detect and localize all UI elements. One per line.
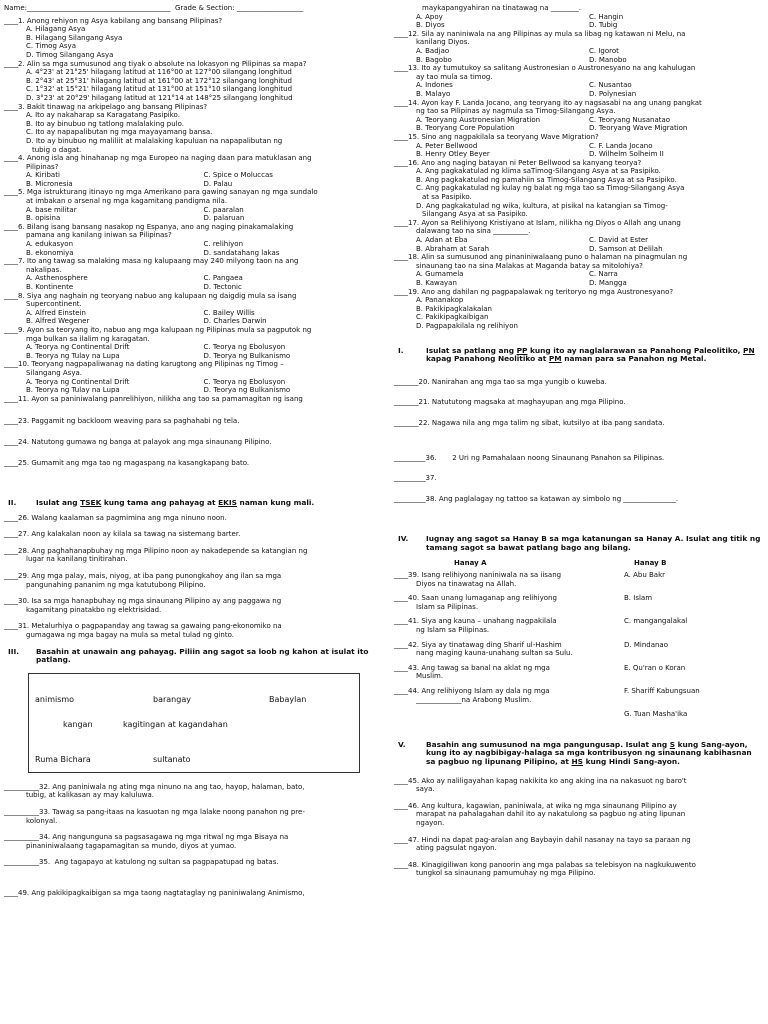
choice-option: B. Diyos xyxy=(416,21,445,30)
question-line: ____26. Walang kaalaman sa pagmimina ang mga ninuno noon. xyxy=(4,513,227,522)
hanay-b-item: C. mangangalakal xyxy=(624,617,688,626)
question-line: tubig o dagat. xyxy=(32,145,82,154)
choice-row xyxy=(4,180,381,189)
question-line: ____44. Ang relihiyong Islam ay dala ng mga xyxy=(394,687,550,696)
right-column xyxy=(394,4,762,886)
question-line: at sa Pasipiko. xyxy=(422,193,472,202)
question-item xyxy=(394,836,762,853)
section1-items-continued xyxy=(4,417,381,467)
question-item xyxy=(394,861,762,878)
choice-row xyxy=(394,13,762,22)
question-line: Silangang Asya. xyxy=(26,368,82,377)
choice-option: C. Teorya ng Ebolusyon xyxy=(203,343,286,352)
choice-row xyxy=(394,270,762,279)
question-line: B. Ito ay binubuo ng tatlong malalaking pulo. xyxy=(26,119,184,128)
choice-option: C. Teorya ng Ebolusyon xyxy=(203,377,286,386)
choice-option: B. Malayo xyxy=(416,89,451,98)
hanay-b-item: G. Tuan Masha'ika xyxy=(624,710,688,719)
hanay-a-item xyxy=(394,571,594,588)
matching-headers xyxy=(394,559,762,568)
matching-row xyxy=(394,571,762,588)
choice-option: B. Abraham at Sarah xyxy=(416,244,490,253)
section4-instruction: Iugnay ang sagot sa Hanay B sa mga katanungan sa Hanay A. Isulat ang titik ng tamang sagot sa bawat patlang bago ang bilang. xyxy=(426,534,761,552)
question-line: ____48. Kinagigiliwan kong panoorin ang mga palabas sa telebisyon na nagkukuwento xyxy=(394,860,696,869)
question-line: B. Pakikipagkalakalan xyxy=(416,304,492,313)
choice-option: C. relihiyon xyxy=(203,240,244,249)
choice-option: D. Samson at Delilah xyxy=(589,244,663,253)
hanay-a-item xyxy=(394,687,594,704)
section5-number: V. xyxy=(398,739,406,749)
choice-option: B. ekonomiya xyxy=(26,248,74,257)
hanay-a-item xyxy=(394,617,594,634)
question-line: ____5. Mga istrukturang itinayo ng mga Amerikano para gawing sanayan ng mga sundalo xyxy=(4,188,318,197)
question-line: _____________na Arabong Muslim. xyxy=(416,695,532,704)
question-line: nang maging kauna-unahang sultan sa Sulu. xyxy=(416,649,573,658)
choice-option: D. sandatahang lakas xyxy=(203,248,280,257)
choice-option: A. Adan at Eba xyxy=(416,236,468,245)
choice-option: B. Henry Otley Beyer xyxy=(416,150,490,159)
question-item: ____25. Gumamit ang mga tao ng magaspang na kasangkapang bato. xyxy=(4,458,250,467)
question-line: pinaniniwalaang tagapamagitan sa mundo, diyos at yumao. xyxy=(26,841,237,850)
choice-option: B. Alfred Wegener xyxy=(26,317,90,326)
question-line: __________34. Ang nangunguna sa pagsasagawa ng mga ritwal ng mga Bisaya na xyxy=(4,833,289,842)
hanay-b-header: Hanay B xyxy=(634,558,667,567)
question-line: sinaunang tao na sina Malakas at Maganda batay sa mitolohiya? xyxy=(416,261,643,270)
question-line: ____29. Ang mga palay, mais, niyog, at iba pang punongkahoy ang ilan sa mga xyxy=(4,572,282,581)
question-line: ____41. Siya ang kauna – unahang nagpakilala xyxy=(394,617,557,626)
choice-option: A. Teoryang Austronesian Migration xyxy=(416,115,541,124)
matching-table xyxy=(394,571,762,719)
question-item xyxy=(4,514,381,523)
section2-number: II. xyxy=(8,498,17,508)
choice-option: B. Bagobo xyxy=(416,55,452,64)
choice-option: B. Teorya ng Tulay na Lupa xyxy=(26,351,120,360)
choice-row xyxy=(4,206,381,215)
choice-option: D. Tectonic xyxy=(203,283,242,291)
hanay-a-item xyxy=(394,664,594,681)
choice-option: C. Nusantao xyxy=(589,81,632,90)
question-line: ngayon. xyxy=(416,818,445,827)
choice-row xyxy=(394,150,762,159)
question-item: _________38. Ang paglalagay ng tattoo sa katawan ay simbolo ng _______________. xyxy=(394,494,679,503)
question-line: gumagawa ng mga bagay na mula sa metal tulad ng ginto. xyxy=(26,631,234,640)
choice-option: D. Teorya ng Bulkanismo xyxy=(203,351,291,360)
choice-option: D. Polynesian xyxy=(589,89,637,98)
section3-items xyxy=(4,783,381,867)
question-line: ____39. Isang relihiyong naniniwala na sa iisang xyxy=(394,571,562,580)
choice-option: C. Igorot xyxy=(589,46,619,55)
section1-instruction: Isulat sa patlang ang PP kung ito ay naglalarawan sa Panahong Paleolitiko, PN kapag Panahong Neolitiko at PM naman para sa Panahon ng Metal. xyxy=(426,345,755,364)
question-line: tungkol sa sinaunang pamumuhay ng mga Pilipino. xyxy=(416,869,596,878)
word-bank-item: kangan xyxy=(63,719,93,729)
question-line: __________33. Tawag sa pang-itaas na kasuotan ng mga lalake noong panahon ng pre- xyxy=(4,808,305,816)
question-item: _______20. Nanirahan ang mga tao sa mga yungib o kuweba. xyxy=(394,377,607,386)
question-item: _________36. 2 Uri ng Pamahalaan noong Sinaunang Panahon sa Pilipinas. xyxy=(394,453,665,462)
section2-items xyxy=(4,514,381,640)
question-line: D. 3°23' at 20°29' hilagang latitud at 121°14 at 148°25 silangang longhitud xyxy=(26,93,293,102)
left-column xyxy=(4,4,381,898)
section5-items xyxy=(394,777,762,878)
question-line: B. Hilagang Silangang Asya xyxy=(26,33,123,42)
question-item xyxy=(4,858,381,867)
question-line: Muslim. xyxy=(416,672,444,681)
choice-option: A. Indones xyxy=(416,81,453,90)
question-line: __________32. Ang paniniwala ng ating mga ninuno na ang tao, hayop, halaman, bato, xyxy=(4,782,305,791)
question-line: ng Islam sa Pilipinas. xyxy=(416,626,490,635)
word-bank-item: animismo xyxy=(35,694,75,704)
question-item xyxy=(4,530,381,539)
choice-option: C. Narra xyxy=(589,270,618,279)
question-line: A. Hilagang Asya xyxy=(26,25,86,34)
choice-option: D. Teorya ng Bulkanismo xyxy=(203,386,291,395)
choice-option: C. David at Ester xyxy=(589,236,649,245)
question-line: ____9. Ayon sa teoryang ito, nabuo ang mga kalupaan ng Pilipinas mula sa pagputok ng xyxy=(4,325,312,334)
question-line: Silangang Asya at sa Pasipiko. xyxy=(422,210,528,219)
question-line: D. Pagpapakilala ng relihiyon xyxy=(416,321,518,330)
question-line: B. Ang pagkakatulad ng pamahiin sa Timog-Silangang Asya at sa Pasipiko. xyxy=(416,175,677,184)
choice-row xyxy=(4,386,381,395)
hanay-b-item: F. Shariff Kabungsuan xyxy=(624,687,700,696)
multiple-choice-list-right xyxy=(394,4,762,331)
section3-instruction: Basahin at unawain ang pahayag. Piliin ang sagot sa loob ng kahon at isulat ito patlang. xyxy=(36,646,369,665)
hanay-a-item xyxy=(394,710,594,719)
word-bank-box xyxy=(28,673,360,773)
question-item xyxy=(4,622,381,639)
question-item xyxy=(4,808,381,825)
choice-option: C. Hangin xyxy=(589,12,624,21)
choice-option: D. Tubig xyxy=(589,21,618,30)
choice-option: A. Badjao xyxy=(416,46,450,55)
question-line: ating pagsulat ngayon. xyxy=(416,844,497,853)
choice-row xyxy=(394,124,762,133)
choice-row xyxy=(394,56,762,65)
question-line: ____14. Ayon kay F. Landa Jocano, ang teoryang ito ay nagsasabi na ang unang pangkat xyxy=(394,98,702,107)
question-line: A. Ang pagkakatulad ng klima saTimog-Silangang Asya at sa Pasipiko. xyxy=(416,167,661,176)
question-item xyxy=(4,572,381,589)
matching-row xyxy=(394,687,762,704)
word-bank-item: Ruma Bichara xyxy=(35,754,91,764)
name-line xyxy=(4,4,381,13)
choice-row xyxy=(394,245,762,254)
question-line: ____30. Isa sa mga hanapbuhay ng mga sinaunang Pilipino ay ang paggawa ng xyxy=(4,597,282,606)
choice-option: D. Manobo xyxy=(589,55,627,64)
section1-items xyxy=(394,378,762,428)
choice-option: B. Teorya ng Tulay na Lupa xyxy=(26,386,120,395)
question-line: A. Pananakop xyxy=(416,296,464,305)
question-line: ____18. Alin sa sumusunod ang pinaniniwalaang puno o halaman na pinagmulan ng xyxy=(394,253,688,262)
choice-row xyxy=(4,378,381,387)
section2-instruction: Isulat ang TSEK kung tama ang pahayag at EKIS naman kung mali. xyxy=(36,498,315,508)
word-bank-item: sultanato xyxy=(153,754,191,764)
question-line: ____3. Bakit tinawag na arkipelago ang bansang Pilipinas? xyxy=(4,102,208,111)
word-bank-item: barangay xyxy=(153,694,191,704)
question-line: lugar na kanilang tinitirahan. xyxy=(26,555,128,564)
question-line: marapat na pahalagahan dahil ito ay nakatulong sa pagbuo ng ating lipunan xyxy=(416,810,686,819)
choice-option: C. Spice o Moluccas xyxy=(203,171,273,180)
question-line: ____46. Ang kultura, kagawian, paniniwala, at wika ng mga sinaunang Pilipino ay xyxy=(394,801,677,810)
hanay-b-item: A. Abu Bakr xyxy=(624,571,666,580)
question-line: D. Ito ay binubuo ng maliliit at malalaking kapuluan na napapalibutan ng xyxy=(26,136,283,145)
choice-row xyxy=(4,240,381,249)
choice-row xyxy=(4,317,381,326)
choice-option: B. opisina xyxy=(26,214,61,223)
choice-option: A. Peter Bellwood xyxy=(416,141,478,150)
word-bank-item: kagitingan at kagandahan xyxy=(123,719,228,729)
choice-row xyxy=(394,47,762,56)
question-line: ____10. Teoryang nagpapaliwanag na dating karugtong ang Pilipinas ng Timog – xyxy=(4,360,284,369)
choice-option: C. F. Landa Jocano xyxy=(589,141,653,150)
question-line: kolonyal. xyxy=(26,816,58,825)
question-line: Pilipinas? xyxy=(26,162,59,171)
hanay-b-item: D. Mindanao xyxy=(624,640,669,649)
choice-option: C. Teoryang Nusanatao xyxy=(589,115,671,124)
question-line: C. 1°32' at 15°21' hilagang latitud at 131°00 at 151°10 silangang longhitud xyxy=(26,85,293,94)
choice-row xyxy=(4,171,381,180)
choice-option: A. Alfred Einstein xyxy=(26,308,86,317)
section4-number: IV. xyxy=(398,534,409,544)
question-line: D. Timog Silangang Asya xyxy=(26,50,114,59)
choice-option: D. Charles Darwin xyxy=(203,317,267,326)
choice-row xyxy=(4,343,381,352)
question-line: ____31. Metalurhiya o pagpapanday ang tawag sa gawaing pang-ekonomiko na xyxy=(4,622,282,631)
question-item xyxy=(4,833,381,850)
question-line: ____12. Sila ay naniniwala na ang Pilipinas ay mula sa libag ng katawan ni Melu, na xyxy=(394,29,686,38)
question-line: Supercontinent. xyxy=(26,300,82,309)
choice-option: B. Teoryang Core Population xyxy=(416,124,515,133)
choice-option: D. Wilhelm Solheim II xyxy=(589,150,664,159)
question-line: A. Ito ay nakaharap sa Karagatang Pasipiko. xyxy=(26,111,180,120)
question-line: ____45. Ako ay naliligayahan kapag nakikita ko ang aking ina na nakasuot ng baro't xyxy=(394,776,687,785)
question-line: mga bulkan sa ilalim ng karagatan. xyxy=(26,334,150,343)
choice-row xyxy=(4,274,381,283)
question-line: ____42. Siya ay tinatawag ding Sharif ul-Hashim xyxy=(394,640,562,649)
question-line: __________35. Ang tagapayo at katulong ng sultan sa pagpapatupad ng batas. xyxy=(4,858,279,867)
question-line: ____7. Ito ang tawag sa malaking masa ng kalupaang may 240 milyong taon na ang xyxy=(4,257,299,266)
word-bank-item: Babaylan xyxy=(269,694,307,704)
question-line: pamana ang kanilang iniwan sa Pilipinas? xyxy=(26,231,172,240)
question-line: C. Timog Asya xyxy=(26,42,76,51)
choice-option: B. Micronesia xyxy=(26,179,73,188)
choice-option: A. Kiribati xyxy=(26,171,60,180)
section1-number: I. xyxy=(398,345,404,355)
choice-option: A. Asthenosphere xyxy=(26,274,88,283)
question-item xyxy=(4,597,381,614)
question-item xyxy=(4,783,381,800)
choice-row xyxy=(394,142,762,151)
question-line: saya. xyxy=(416,785,435,794)
question-line: ____15. Sino ang nagpakilala sa teoryang Wave Migration? xyxy=(394,132,599,141)
question-line: ____11. Ayon sa paniniwalang panrelihiyon, nilikha ang tao sa pamamagitan ng isang xyxy=(4,394,303,403)
hanay-a-header: Hanay A xyxy=(454,558,487,567)
question-item xyxy=(4,547,381,564)
question-line: ____17. Ayon sa Relihiyong Kristiyano at Islam, nilikha ng Diyos o Allah ang unang xyxy=(394,218,681,227)
question-line: ____2. Alin sa mga sumusunod ang tiyak o absolute na lokasyon ng Pilipinas sa mapa? xyxy=(4,59,307,68)
question-line: ____43. Ang tawag sa banal na aklat ng mga xyxy=(394,663,550,672)
matching-row xyxy=(394,617,762,634)
choice-option: A. Apoy xyxy=(416,12,443,21)
choice-row xyxy=(394,21,762,30)
matching-row xyxy=(394,641,762,658)
hanay-a-item xyxy=(394,641,594,658)
choice-option: C. Bailey Willis xyxy=(203,308,255,317)
section2-heading xyxy=(4,499,381,508)
section5-instruction: Basahin ang sumusunod na mga pangungusap. Isulat ang S kung Sang-ayon, kung ito ay nagbibigay-halaga sa mga kontribusyon ng sinaunang kabihasnan sa pagbuo ng lipunang Pilipino, at HS kung Hindi Sang-ayon. xyxy=(426,739,752,766)
choice-option: B. Kawayan xyxy=(416,279,457,287)
section3-heading xyxy=(4,648,381,665)
question-line: A. 4°23' at 21°25' hilagang latitud at 116°00 at 127°00 silangang longhitud xyxy=(26,68,292,77)
question-line: ____27. Ang kalakalan noon ay kilala sa tawag na sistemang barter. xyxy=(4,530,241,539)
choice-option: D. palaruan xyxy=(203,214,245,223)
section4-heading xyxy=(394,535,762,552)
question-line: kanilang Diyos. xyxy=(416,38,470,47)
choice-row xyxy=(394,90,762,99)
question-line: C. Pakikipagkaibigan xyxy=(416,313,489,322)
question-item: ____23. Paggamit ng backloom weaving para sa paghahabi ng tela. xyxy=(4,417,240,426)
section5-heading xyxy=(394,741,762,767)
question-line: Islam sa Pilipinas. xyxy=(416,602,479,611)
choice-option: A. Gumamela xyxy=(416,270,464,279)
choice-option: B. Kontinente xyxy=(26,283,74,291)
question-item: _______21. Natututong magsaka at maghayupan ang mga Pilipino. xyxy=(394,398,626,407)
choice-option: A. base militar xyxy=(26,205,77,214)
section3-items-continued xyxy=(394,454,762,504)
choice-option: D. Palau xyxy=(203,179,233,188)
choice-option: A. Teorya ng Continental Drift xyxy=(26,377,130,386)
hanay-a-item xyxy=(394,594,594,611)
question-line: C. Ang pagkakatulad ng kulay ng balat ng mga tao sa Timog-Silangang Asya xyxy=(416,184,685,193)
question-line: C. Ito ay napapalibutan ng mga mayayamang bansa. xyxy=(26,128,213,137)
question-49: ____49. Ang pakikipagkaibigan sa mga taong nagtataglay ng paniniwalang Animismo, xyxy=(4,888,305,897)
section3-number: III. xyxy=(8,646,20,656)
choice-row xyxy=(394,279,762,288)
question-line: D. Ang pagkakatulad ng wika, kultura, at pisikal na katangian sa Timog- xyxy=(416,201,668,210)
question-line: ____16. Ano ang naging batayan ni Peter Bellwood sa kanyang teorya? xyxy=(394,158,642,167)
question-line: dalawang tao na sina __________. xyxy=(416,227,531,236)
choice-row xyxy=(394,81,762,90)
choice-row xyxy=(4,309,381,318)
question-line: nakalipas. xyxy=(26,265,62,274)
question-line: ____8. Siya ang naghain ng teoryang nabuo ang kalupaan ng daigdig mula sa isang xyxy=(4,291,297,300)
question-item xyxy=(394,777,762,794)
question-line: maykapangyahiran na tinatawag na ________. xyxy=(422,4,581,12)
question-line: ____4. Anong isla ang hinahanap ng mga Europeo na naging daan para matuklasan ang xyxy=(4,154,312,163)
matching-row xyxy=(394,664,762,681)
question-line: ____28. Ang paghahanapbuhay ng mga Pilipino noon ay nakadepende sa katangian ng xyxy=(4,546,308,555)
choice-row xyxy=(4,249,381,258)
choice-option: C. paaralan xyxy=(203,205,244,214)
question-line: B. 2°43' at 25°31' hilagang latitud at 161°00 at 172°12 silangang longhitud xyxy=(26,76,292,85)
choice-row xyxy=(4,214,381,223)
hanay-b-item: E. Qu'ran o Koran xyxy=(624,663,686,672)
choice-option: D. Teoryang Wave Migration xyxy=(589,124,688,133)
question-line: pangunahing pananim ng mga katutubong Pilipino. xyxy=(26,580,206,589)
question-line: ____6. Bilang isang bansang nasakop ng Espanya, ano ang naging pinakamalaking xyxy=(4,222,294,231)
question-item: ____24. Natutong gumawa ng banga at palayok ang mga sinaunang Pilipino. xyxy=(4,437,272,446)
question-item: _______22. Nagawa nila ang mga talim ng sibat, kutsilyo at iba pang sandata. xyxy=(394,418,665,427)
choice-option: C. Pangaea xyxy=(203,274,243,283)
choice-option: A. edukasyon xyxy=(26,240,74,249)
choice-row xyxy=(4,283,381,292)
choice-option: A. Teorya ng Continental Drift xyxy=(26,343,130,352)
name-label: Name:_________________________________________ xyxy=(4,4,171,12)
grade-section-label: Grade & Section: ___________________ xyxy=(174,4,304,12)
section1-heading xyxy=(394,347,762,364)
choice-row xyxy=(394,236,762,245)
question-line: ____19. Ano ang dahilan ng pagpapalawak ng teritoryo ng mga Austronesyano? xyxy=(394,287,674,296)
question-line: tubig, at kalikasan ay may kaluluwa. xyxy=(26,791,155,800)
choice-option: D. Mangga xyxy=(589,279,627,287)
question-item xyxy=(394,802,762,828)
question-line: kagamitang pinatakbo ng elektrisidad. xyxy=(26,605,162,614)
question-line: ____13. Ito ay tumutukoy sa salitang Austronesian o Austronesyano na ang kahulugan xyxy=(394,64,696,73)
matching-row xyxy=(394,594,762,611)
question-line: ng tao sa Pilipinas ay nagmula sa Timog-Silangang Asya. xyxy=(416,107,616,116)
question-line: at imbakan o arsenal ng mga kagamitang pandigma nila. xyxy=(26,197,228,206)
question-line: Diyos na tinawatag na Allah. xyxy=(416,579,517,588)
hanay-b-item: B. Islam xyxy=(624,594,653,603)
question-item: _________37. xyxy=(394,474,437,483)
question-line: ____40. Saan unang lumaganap ang relihiyong xyxy=(394,594,557,603)
multiple-choice-list-left xyxy=(4,17,381,404)
choice-row xyxy=(4,352,381,361)
question-line: ____1. Anong rehiyon ng Asya kabilang ang bansang Pilipinas? xyxy=(4,16,223,25)
question-line: ay tao mula sa timog. xyxy=(416,72,493,81)
matching-row xyxy=(394,710,762,719)
question-line: ____47. Hindi na dapat pag-aralan ang Baybayin dahil nasanay na tayo sa paraan ng xyxy=(394,835,691,844)
choice-row xyxy=(394,116,762,125)
